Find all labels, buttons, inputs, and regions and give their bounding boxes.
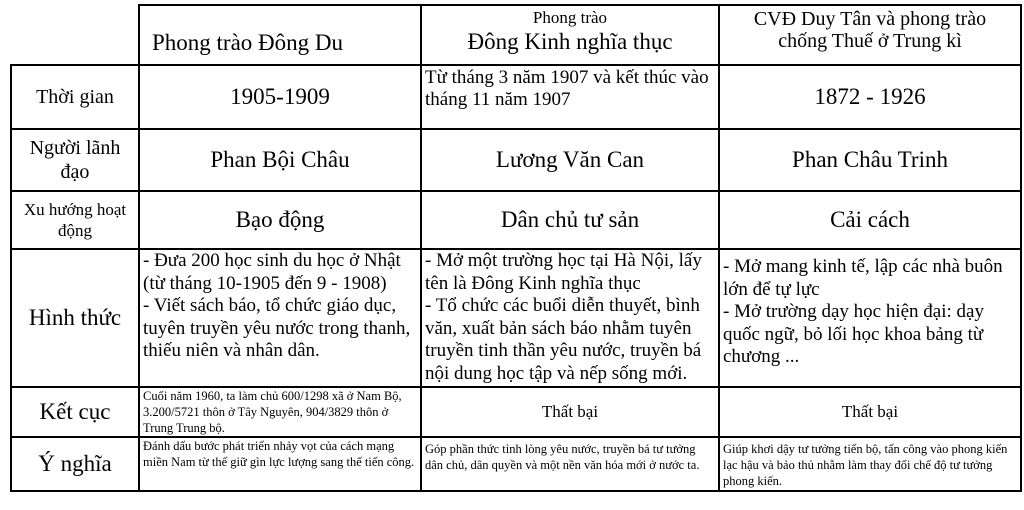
leader-dong-du: Phan Bội Châu (139, 129, 421, 191)
meaning-dong-du: Đánh dấu bước phát triển nhảy vọt của cách mạng miền Nam từ thế giữ gìn lực lượng sang thế tiến công. (139, 437, 421, 491)
form-dong-du: - Đưa 200 học sinh du học ở Nhật (từ tháng 10-1905 đến 9 - 1908) - Viết sách báo, tổ chức giáo dục, tuyên truyền yêu nước trong thanh, thiếu niên và nhân dân. (139, 249, 421, 387)
comparison-table (10, 4, 1022, 492)
result-dong-du: Cuối năm 1960, ta làm chủ 600/1298 xã ở Nam Bộ, 3.200/5721 thôn ở Tây Nguyên, 904/3829 thôn ở Trung Trung bộ. (139, 387, 421, 437)
leader-duy-tan: Phan Châu Trinh (719, 129, 1021, 191)
header-duy-tan (719, 5, 1021, 65)
row-label-leader: Người lãnh đạo (11, 129, 139, 191)
table-row (11, 249, 1021, 387)
form-duy-tan: - Mở mang kinh tế, lập các nhà buôn lớn để tự lực - Mở trường dạy học hiện đại: dạy quốc ngữ, bỏ lối học khoa bảng từ chương ... (719, 249, 1021, 387)
header-dong-kinh (421, 5, 719, 65)
row-label-result: Kết cục (11, 387, 139, 437)
trend-duy-tan: Cải cách (719, 191, 1021, 249)
leader-dong-kinh: Lương Văn Can (421, 129, 719, 191)
time-duy-tan: 1872 - 1926 (719, 65, 1021, 129)
header-duy-tan-line1: CVĐ Duy Tân và phong trào (753, 8, 987, 30)
table-row (11, 191, 1021, 249)
meaning-dong-kinh: Góp phần thức tỉnh lòng yêu nước, truyền bá tư tưởng dân chủ, dân quyền và một nền văn hóa mới ở nước ta. (421, 437, 719, 491)
header-corner (11, 5, 139, 65)
header-row (11, 5, 1021, 65)
row-label-trend: Xu hướng hoạt động (11, 191, 139, 249)
row-label-time: Thời gian (11, 65, 139, 129)
time-dong-du: 1905-1909 (139, 65, 421, 129)
header-dong-kinh-line1: Phong trào (532, 8, 608, 27)
row-label-meaning: Ý nghĩa (11, 437, 139, 491)
trend-dong-kinh: Dân chủ tư sản (421, 191, 719, 249)
time-dong-kinh: Từ tháng 3 năm 1907 và kết thúc vào tháng 11 năm 1907 (421, 65, 719, 129)
row-label-form: Hình thức (11, 249, 139, 387)
table-row (11, 437, 1021, 491)
result-duy-tan: Thất bại (719, 387, 1021, 437)
table-row (11, 65, 1021, 129)
trend-dong-du: Bạo động (139, 191, 421, 249)
form-dong-kinh: - Mở một trường học tại Hà Nội, lấy tên là Đông Kinh nghĩa thục - Tổ chức các buổi diễn thuyết, bình văn, xuất bản sách báo nhằm tuyên truyền tinh thần yêu nước, truyền bá nội dung học tập và nếp sống mới. (421, 249, 719, 387)
result-dong-kinh: Thất bại (421, 387, 719, 437)
table-row (11, 129, 1021, 191)
header-dong-du: Phong trào Đông Du (139, 5, 421, 65)
meaning-duy-tan: Giúp khơi dậy tư tưởng tiến bộ, tấn công vào phong kiến lạc hậu và bảo thủ nhằm làm thay đổi chế độ tư tưởng phong kiến. (719, 437, 1021, 491)
table-row (11, 387, 1021, 437)
header-duy-tan-line2: chống Thuế ở Trung kì (778, 30, 962, 52)
header-dong-kinh-line2: Đông Kinh nghĩa thục (467, 29, 673, 54)
